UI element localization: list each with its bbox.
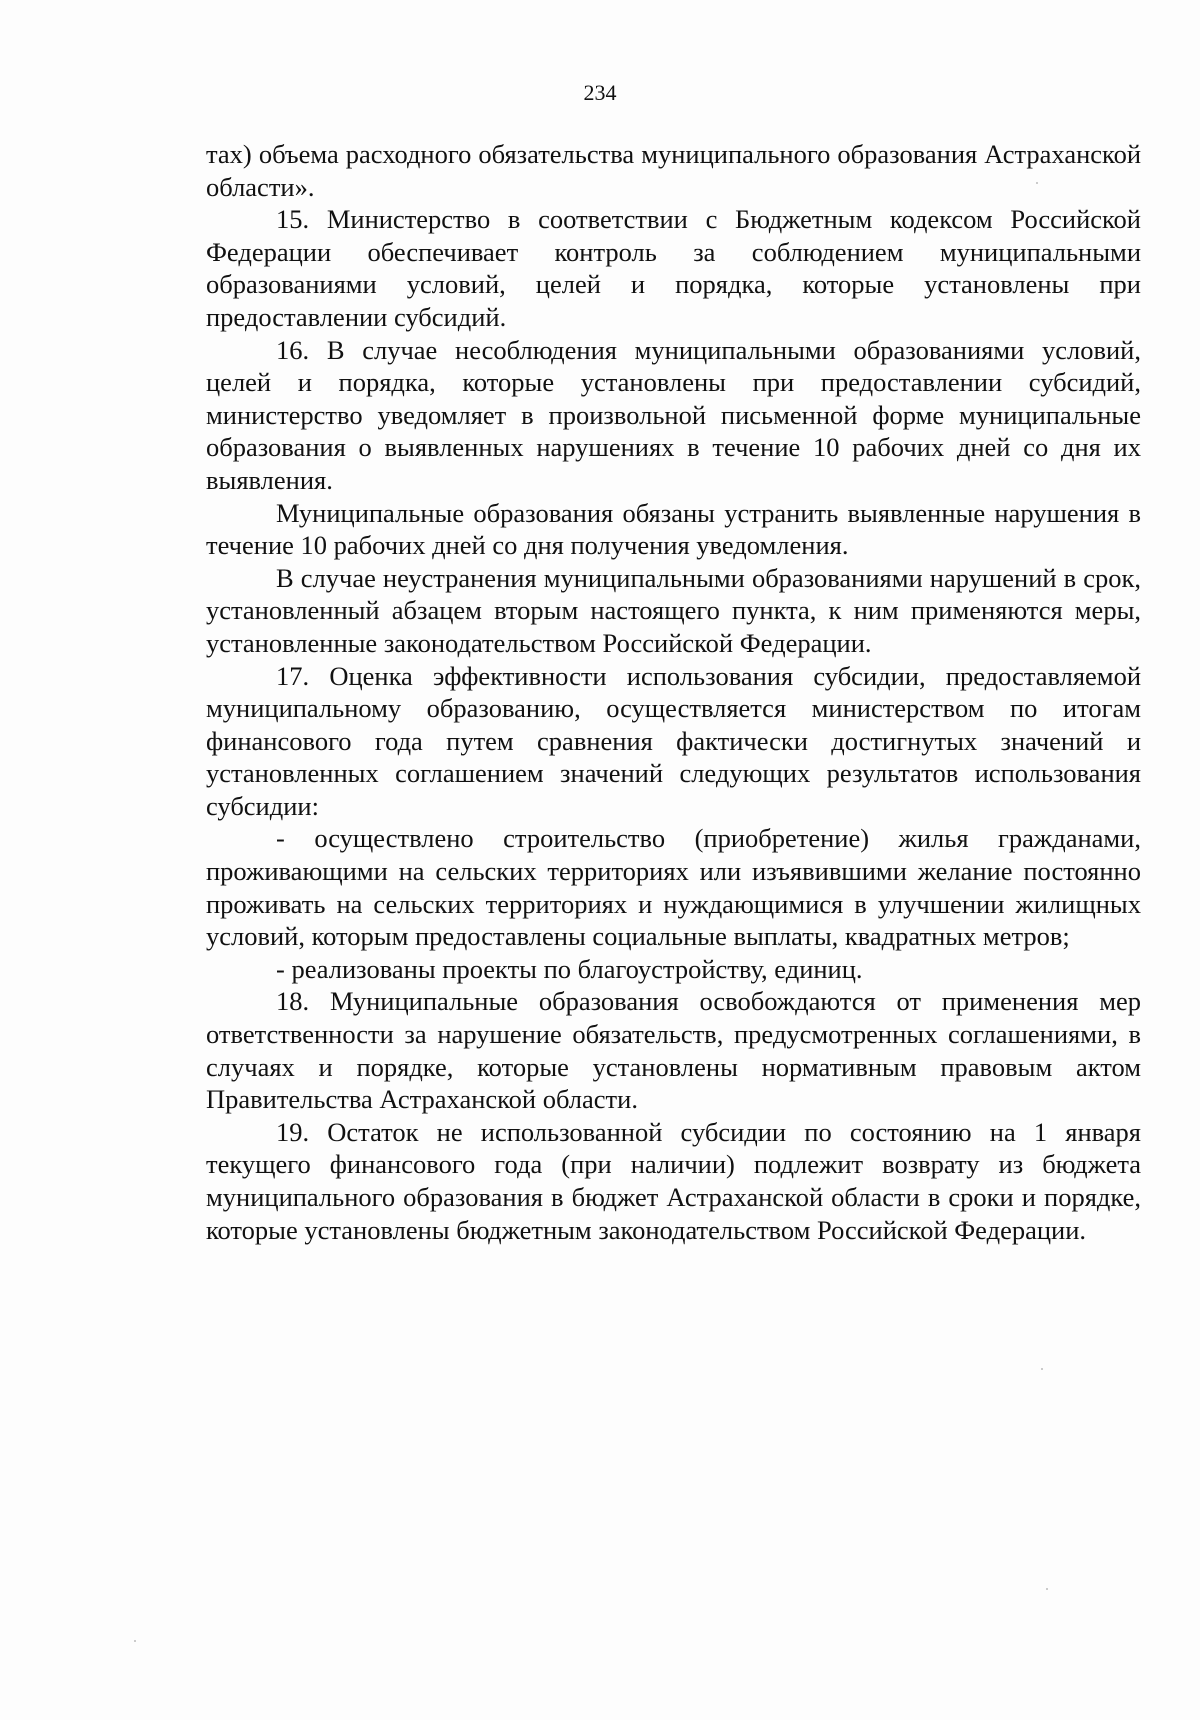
list-item-housing: - осуществлено строительство (приобретение) жилья гражданами, проживающими на сельских территориях или изъявившими желание постоянно проживать на сельских территориях и нуждающимися в улучшении жилищных условий, которым предоставлены социальные выплаты, квадратных метров;: [206, 823, 1141, 952]
scan-speck: [1046, 1588, 1048, 1590]
paragraph-item-16-measures: В случае неустранения муниципальными образованиями нарушений в срок, установленный абзацем вторым настоящего пункта, к ним применяются меры, установленные законодательством Российской Федерации.: [206, 562, 1141, 658]
paragraph-item-15: 15. Министерство в соответствии с Бюджетным кодексом Российской Федерации обеспечивает контроль за соблюдением муниципальными образованиями условий, целей и порядка, которые установлены при предоставлении субсидий.: [206, 204, 1141, 332]
paragraph-item-19: 19. Остаток не использованной субсидии по состоянию на 1 января текущего финансового года (при наличии) подлежит возврату из бюджета муниципального образования в бюджет Астраханской области в сроки и порядке, которые установлены бюджетным законодательством Российской Федерации.: [206, 1116, 1141, 1245]
list-item-improvement: - реализованы проекты по благоустройству, единиц.: [276, 953, 863, 984]
paragraph-continuation: тах) объема расходного обязательства муниципального образования Астраханской области».: [206, 139, 1141, 202]
scan-speck: [1041, 1368, 1043, 1370]
document-body: [206, 138, 1141, 1246]
scan-speck: [134, 1640, 136, 1642]
paragraph-item-16-obligation: Муниципальные образования обязаны устранить выявленные нарушения в течение 10 рабочих дней со дня получения уведомления.: [206, 497, 1141, 561]
paragraph-item-18: 18. Муниципальные образования освобождаются от применения мер ответственности за нарушение обязательств, предусмотренных соглашениями, в случаях и порядке, которые установлены нормативным правовым актом Правительства Астраханской области.: [206, 986, 1141, 1115]
scan-speck: [1036, 182, 1038, 184]
paragraph-item-17: 17. Оценка эффективности использования субсидии, предоставляемой муниципальному образованию, осуществляется министерством по итогам финансового года путем сравнения фактически достигнутых значений и установленных соглашением значений следующих результатов использования субсидии:: [206, 660, 1141, 821]
page-number: 234: [583, 80, 617, 105]
paragraph-item-16: 16. В случае несоблюдения муниципальными образованиями условий, целей и порядка, которые установлены при предоставлении субсидий, министерство уведомляет в произвольной письменной форме муниципальные образования о выявленных нарушениях в течение 10 рабочих дней со дня их выявления.: [206, 334, 1141, 495]
